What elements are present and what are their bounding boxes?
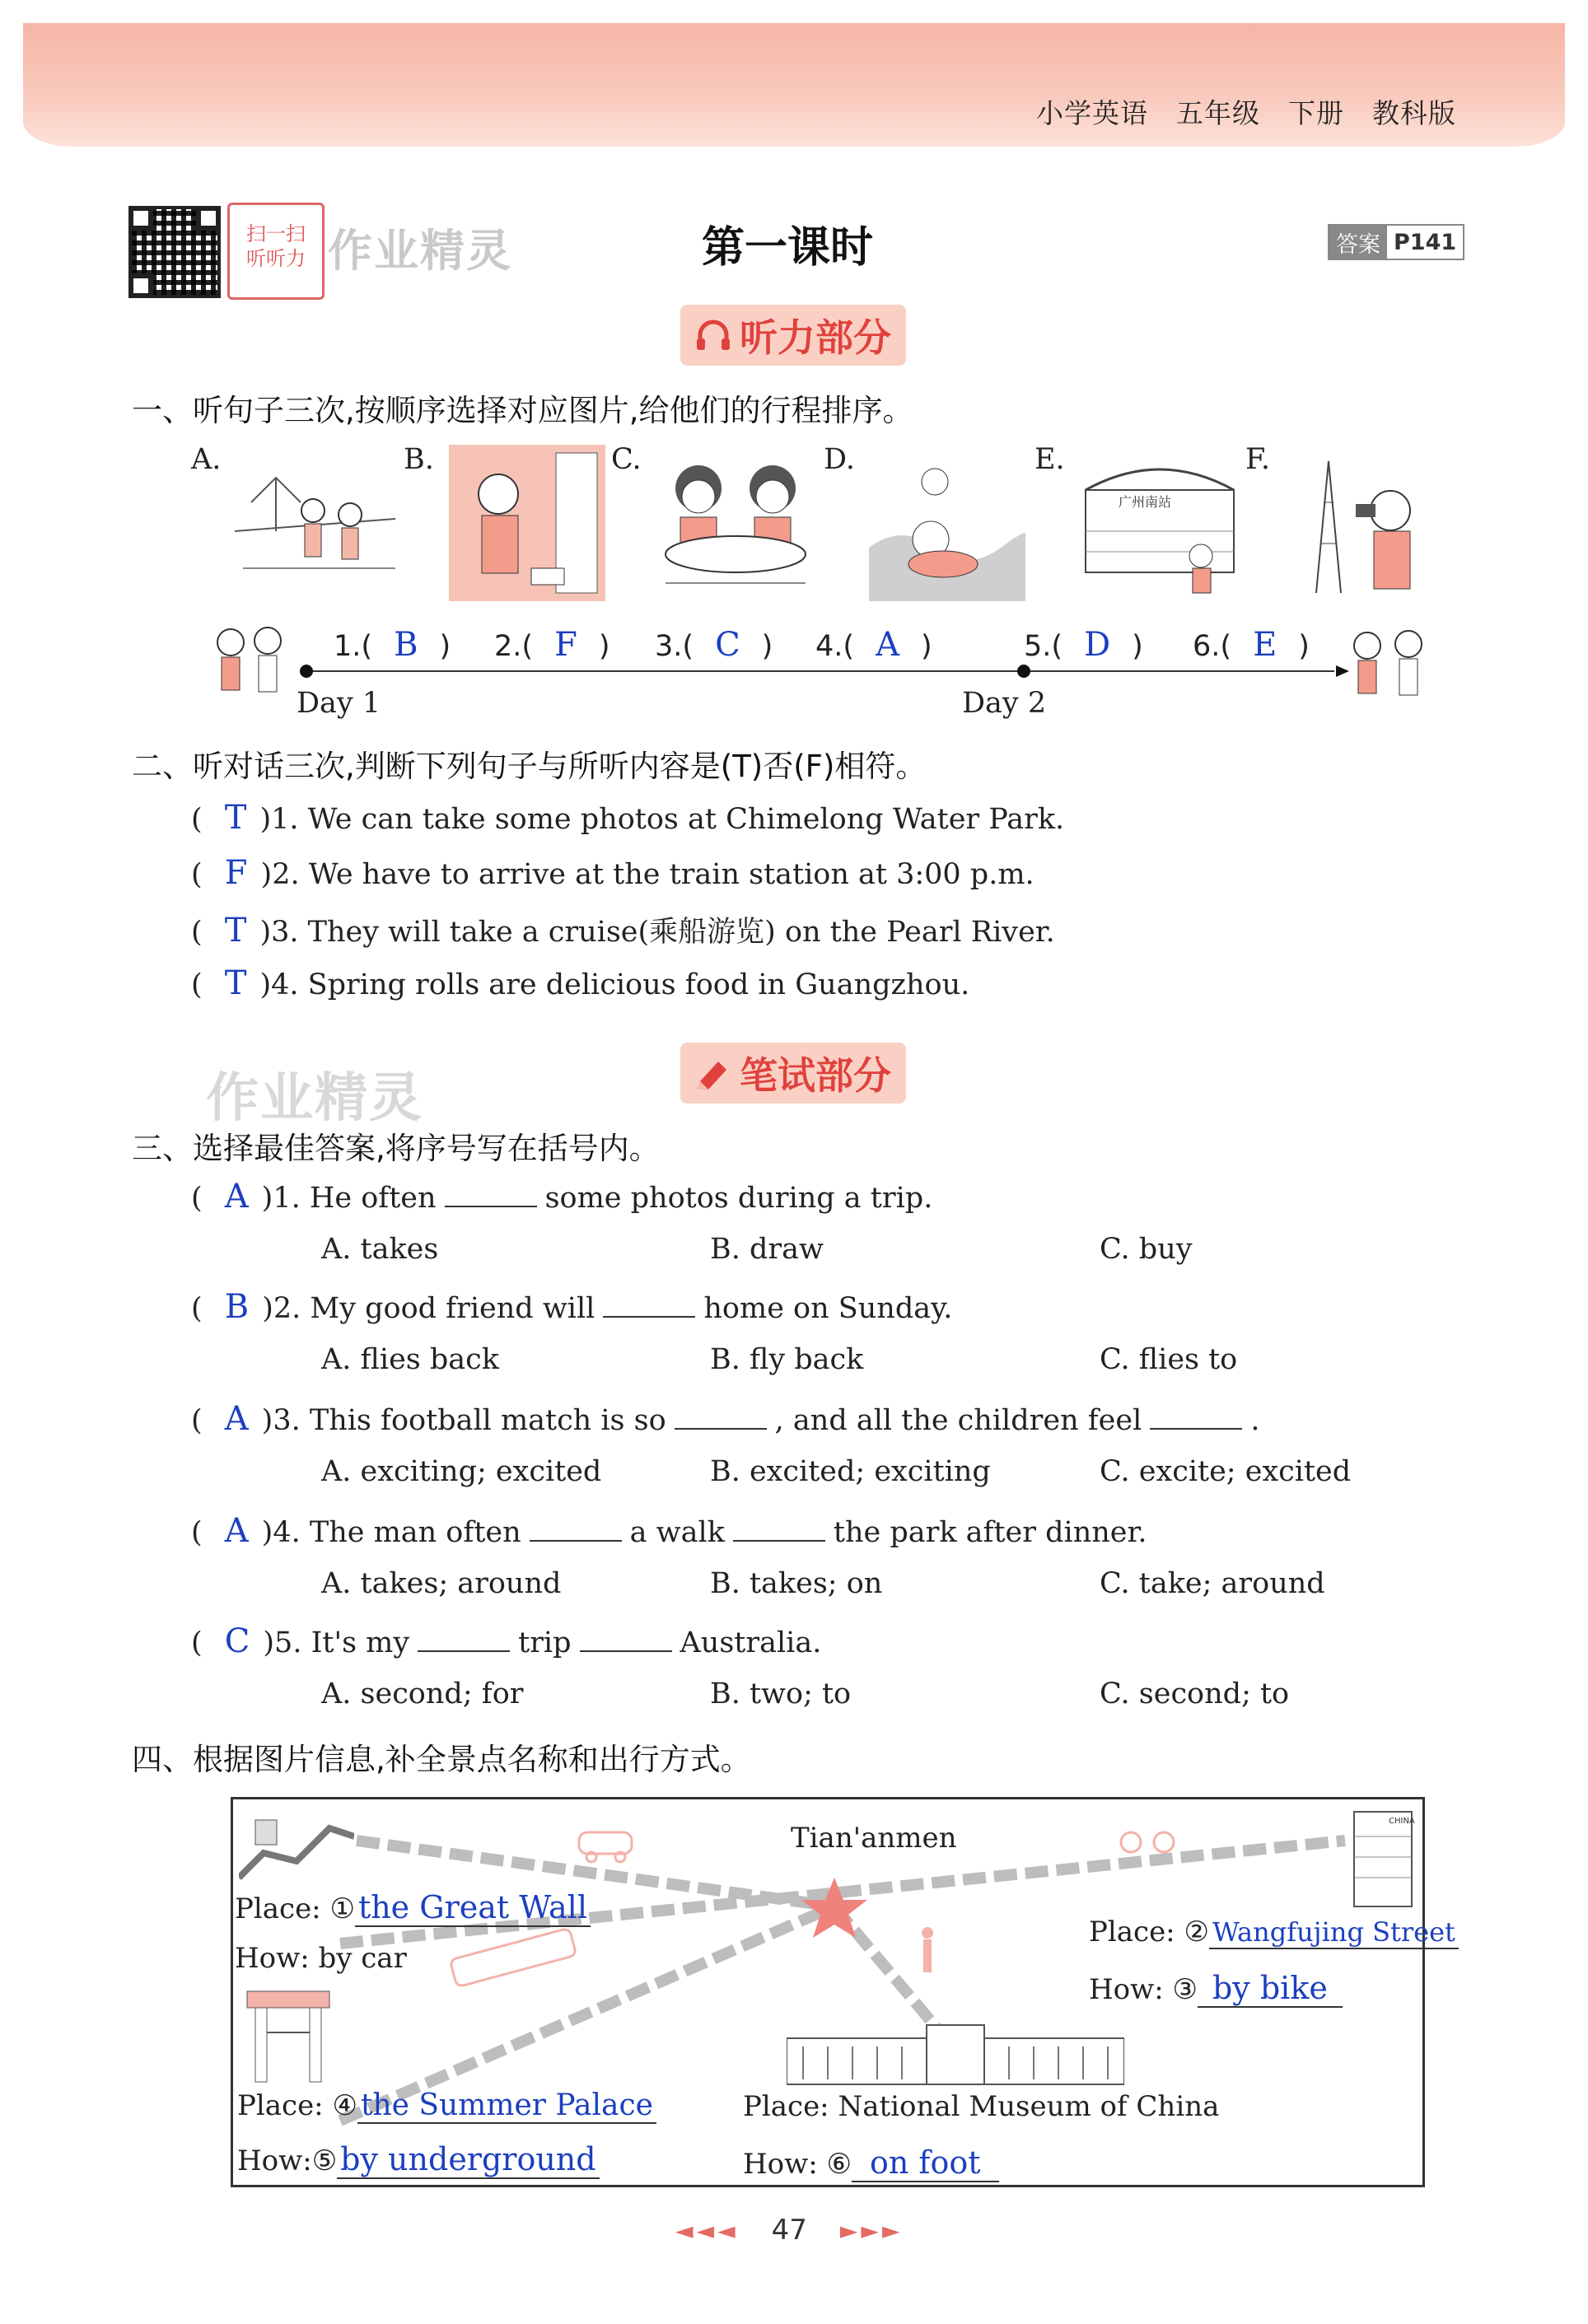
answer-4: A: [876, 626, 899, 664]
how4-answer: by underground: [337, 2141, 599, 2179]
summer-palace-icon: [239, 1983, 338, 2090]
listening-header: [680, 305, 906, 366]
tf-item-1: ( T )1. We can take some photos at Chimelong Water Park.: [191, 799, 1065, 837]
lesson-title: 第一课时: [702, 223, 874, 273]
q1-instruction: 一、听句子三次,按顺序选择对应图片,给他们的行程排序。: [132, 393, 913, 428]
mc5-option-c: C. second; to: [1100, 1678, 1290, 1710]
dinner-picture: [657, 451, 814, 600]
mc2-option-b: B. fly back: [710, 1343, 864, 1376]
mc-item-3: ( A )3. This football match is so , and all the children feel .: [191, 1400, 1260, 1438]
pencil-icon: [695, 1057, 731, 1090]
pic-label-e: E.: [1035, 443, 1065, 476]
mc4-option-c: C. take; around: [1100, 1567, 1325, 1600]
answer-2: F: [554, 626, 577, 664]
day1-label: Day 1: [297, 687, 381, 720]
tf-item-2: ( F )2. We have to arrive at the train station at 3:00 p.m.: [191, 854, 1035, 892]
place1-row: Place: ① the Great Wall: [235, 1889, 591, 1925]
answer-page-tag[interactable]: [1328, 224, 1464, 260]
water-park-picture: [869, 449, 1025, 601]
pic-label-f: F.: [1245, 443, 1270, 476]
answer-6: E: [1253, 626, 1277, 664]
prev-arrows-icon[interactable]: ◄◄◄: [675, 2216, 739, 2244]
mc3-option-b: B. excited; exciting: [710, 1455, 991, 1488]
mc-answer-1: A: [224, 1178, 249, 1216]
tf-item-3: ( T )3. They will take a cruise(乘船游览) on the Pearl River.: [191, 912, 1055, 950]
mc2-option-a: A. flies back: [321, 1343, 499, 1376]
order-item-4: 4.( A ): [815, 626, 932, 664]
answer-page: P141: [1394, 229, 1457, 255]
volume: 下册: [1288, 97, 1344, 129]
mc3-option-a: A. exciting; excited: [321, 1455, 602, 1488]
listening-title: 听力部分: [740, 315, 891, 360]
q4-instruction: 四、根据图片信息,补全景点名称和出行方式。: [132, 1742, 751, 1777]
q2-instruction: 二、听对话三次,判断下列句子与所听内容是(T)否(F)相符。: [132, 749, 927, 784]
page-footer: [675, 2214, 903, 2247]
order-item-5: 5.( D ): [1024, 626, 1143, 664]
place1-answer: the Great Wall: [355, 1889, 591, 1927]
watermark-logo: 作业精灵: [328, 225, 512, 277]
tf-answer-4: T: [224, 964, 247, 1002]
phone-call-picture: [449, 445, 605, 601]
mc-answer-5: C: [224, 1622, 250, 1660]
mc-answer-4: A: [224, 1512, 249, 1550]
stamp-line2: 听听力: [246, 247, 306, 270]
pic-label-d: D.: [824, 443, 855, 476]
written-header: [680, 1043, 906, 1104]
mc-answer-3: A: [224, 1400, 249, 1438]
stamp-line1: 扫一扫: [246, 222, 306, 245]
how1-row: How: by car: [235, 1942, 407, 1975]
train-station-picture: [1077, 449, 1242, 601]
mc4-option-b: B. takes; on: [710, 1567, 883, 1600]
museum-building-icon: [787, 2022, 1124, 2088]
how4-row: How:⑤ by underground: [237, 2141, 600, 2177]
edition: 教科版: [1372, 97, 1456, 129]
great-wall-icon: [239, 1804, 354, 1894]
answer-label: 答案: [1329, 226, 1387, 259]
mc2-option-c: C. flies to: [1100, 1343, 1238, 1376]
mc1-option-b: B. draw: [710, 1233, 824, 1266]
museum-place-row: Place: National Museum of China: [743, 2090, 1220, 2123]
place2-row: Place: ② Wangfujing Street: [1089, 1916, 1459, 1948]
tf-item-4: ( T )4. Spring rolls are delicious food in Guangzhou.: [191, 964, 970, 1002]
how6-row: How: ⑥ on foot: [743, 2144, 999, 2181]
how2-answer: by bike: [1198, 1970, 1343, 2008]
pic-label-c: C.: [611, 443, 642, 476]
pic-label-b: B.: [404, 443, 434, 476]
subject: 小学英语: [1036, 97, 1148, 129]
headphones-icon: [695, 319, 731, 352]
qr-corner: [128, 273, 153, 298]
mc-item-2: ( B )2. My good friend will home on Sunday.: [191, 1288, 953, 1326]
order-item-2: 2.( F ): [494, 626, 610, 664]
mc5-option-a: A. second; for: [321, 1678, 524, 1710]
how2-row: How: ③ by bike: [1089, 1970, 1343, 2006]
written-title: 笔试部分: [740, 1053, 891, 1098]
next-arrows-icon[interactable]: ►►►: [839, 2216, 904, 2244]
kids-left-icon: [210, 618, 292, 725]
answer-5: D: [1084, 626, 1111, 664]
mc-answer-2: B: [224, 1288, 250, 1326]
qr-corner: [128, 206, 153, 231]
tf-answer-1: T: [224, 799, 247, 837]
page-number: 47: [771, 2214, 807, 2247]
place2-answer: Wangfujing Street: [1209, 1916, 1459, 1949]
tf-answer-3: T: [224, 912, 247, 950]
station-sign: 广州南站: [1119, 494, 1172, 510]
mc4-option-a: A. takes; around: [321, 1567, 562, 1600]
order-item-3: 3.( C ): [655, 626, 773, 664]
how6-answer: on foot: [852, 2144, 999, 2182]
answer-1: B: [394, 626, 418, 664]
tf-answer-2: F: [224, 854, 248, 892]
center-tiananmen: Tian'anmen: [791, 1822, 957, 1855]
order-item-6: 6.( E ): [1193, 626, 1310, 664]
street-building-icon: [1338, 1804, 1420, 1911]
grade: 五年级: [1176, 97, 1260, 129]
listen-stamp: [227, 203, 325, 300]
qr-corner: [196, 206, 221, 231]
q3-instruction: 三、选择最佳答案,将序号写在括号内。: [132, 1131, 660, 1166]
book-info: [1008, 92, 1456, 131]
mc-item-5: ( C )5. It's my trip Australia.: [191, 1622, 822, 1660]
bridge-kids-picture: [235, 453, 395, 597]
mc-item-1: ( A )1. He often some photos during a trip.: [191, 1178, 933, 1216]
place4-row: Place: ④ the Summer Palace: [237, 2088, 656, 2122]
answer-3: C: [715, 626, 740, 664]
kids-right-icon: [1343, 619, 1433, 726]
place4-answer: the Summer Palace: [357, 2088, 656, 2124]
mc5-option-b: B. two; to: [710, 1678, 852, 1710]
tower-photo-picture: [1291, 445, 1440, 601]
building-sign: CHINA: [1389, 1817, 1415, 1826]
order-item-1: 1.( B ): [334, 626, 451, 664]
mc-item-4: ( A )4. The man often a walk the park after dinner.: [191, 1512, 1147, 1550]
watermark-logo-2: 作业精灵: [206, 1068, 423, 1129]
mc3-option-c: C. excite; excited: [1100, 1455, 1352, 1488]
day2-label: Day 2: [962, 687, 1047, 720]
mc1-option-c: C. buy: [1100, 1233, 1193, 1266]
mc1-option-a: A. takes: [321, 1233, 439, 1266]
pic-label-a: A.: [191, 443, 222, 476]
